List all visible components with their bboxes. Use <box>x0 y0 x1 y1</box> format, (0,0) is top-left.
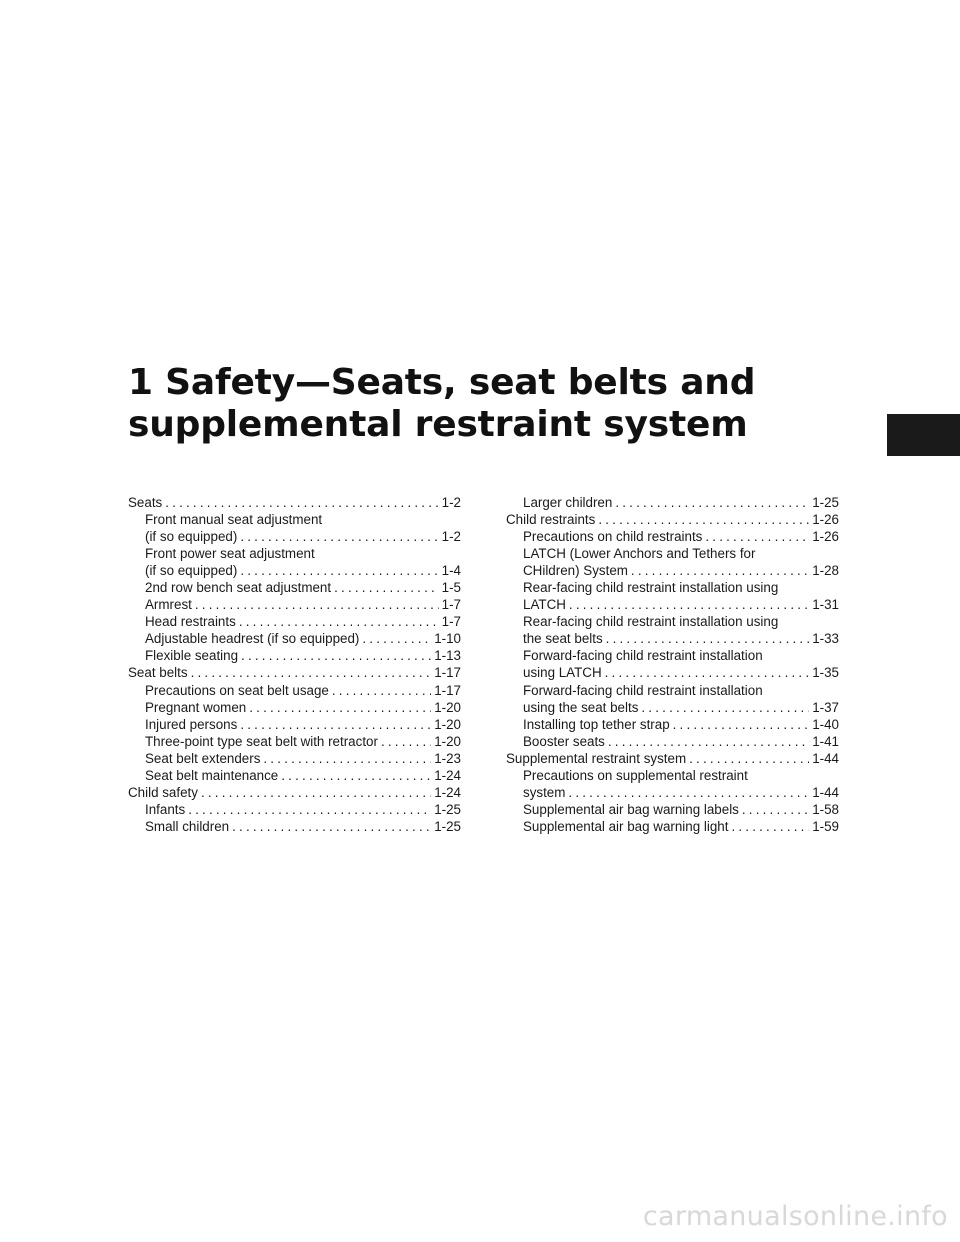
toc-page-number: 1-20 <box>434 716 461 732</box>
toc-entry-label-line: Front manual seat adjustment <box>145 512 323 528</box>
dot-leader <box>281 767 431 784</box>
dot-leader <box>569 596 809 613</box>
toc-entry-label-line: Precautions on supplemental restraint <box>523 767 748 783</box>
toc-entry-label: Seat belt extenders <box>145 750 261 766</box>
toc-entry[interactable] <box>506 750 839 767</box>
toc-entry-label: Supplemental restraint system <box>506 750 687 766</box>
toc-entry[interactable] <box>128 647 461 664</box>
toc-entry-label-line: Forward-facing child restraint installation <box>523 648 763 664</box>
dot-leader <box>165 494 438 511</box>
dot-leader <box>615 494 809 511</box>
dot-leader <box>195 596 439 613</box>
toc-entry[interactable] <box>506 613 839 647</box>
toc-column-left <box>128 494 461 835</box>
dot-leader <box>334 579 439 596</box>
toc-entry[interactable] <box>506 682 839 716</box>
dot-leader <box>689 750 809 767</box>
toc-entry-label: using the seat belts <box>523 699 639 715</box>
dot-leader <box>240 528 438 545</box>
toc-entry[interactable] <box>128 818 461 835</box>
toc-page-number: 1-25 <box>434 818 461 834</box>
toc-page-number: 1-7 <box>441 614 461 630</box>
toc-page-number: 1-25 <box>434 801 461 817</box>
toc-entry-label-line: Front power seat adjustment <box>145 546 315 562</box>
toc-page-number: 1-41 <box>812 733 839 749</box>
dot-leader <box>605 664 810 681</box>
dot-leader <box>239 613 439 630</box>
toc-entry-label: Small children <box>145 818 230 834</box>
toc-entry-label-line: Rear-facing child restraint installation using <box>523 614 779 630</box>
toc-entry-label: Supplemental air bag warning labels <box>523 801 739 817</box>
toc-page-number: 1-23 <box>434 750 461 766</box>
toc-entry[interactable] <box>506 545 839 579</box>
toc-entry[interactable] <box>506 801 839 818</box>
toc-page-number: 1-20 <box>434 699 461 715</box>
chapter-thumb-tab <box>887 414 960 456</box>
toc-entry[interactable] <box>506 767 839 801</box>
toc-page-number: 1-33 <box>812 631 839 647</box>
toc-entry[interactable] <box>128 767 461 784</box>
toc-page-number: 1-59 <box>812 818 839 834</box>
dot-leader <box>240 562 438 579</box>
dot-leader <box>631 562 809 579</box>
toc-column-right <box>506 494 839 835</box>
toc-entry[interactable] <box>128 579 461 596</box>
toc-entry-label: LATCH <box>523 597 566 613</box>
toc-entry[interactable] <box>128 801 461 818</box>
toc-entry-label: Booster seats <box>523 733 605 749</box>
toc-page-number: 1-2 <box>441 529 461 545</box>
toc-page-number: 1-4 <box>441 563 461 579</box>
toc-entry[interactable] <box>128 494 461 511</box>
toc-page-number: 1-28 <box>812 563 839 579</box>
toc-page-number: 1-20 <box>434 733 461 749</box>
toc-page-number: 1-26 <box>812 512 839 528</box>
toc-entry[interactable] <box>128 511 461 545</box>
toc-page-number: 1-26 <box>812 529 839 545</box>
toc-entry-label: Precautions on seat belt usage <box>145 682 329 698</box>
toc-entry-label: 2nd row bench seat adjustment <box>145 580 332 596</box>
toc-entry[interactable] <box>128 545 461 579</box>
toc-entry-label: Child restraints <box>506 512 596 528</box>
toc-page-number: 1-25 <box>812 495 839 510</box>
toc-entry[interactable] <box>128 733 461 750</box>
dot-leader <box>191 664 432 681</box>
toc-entry[interactable] <box>128 664 461 681</box>
toc-entry-label: the seat belts <box>523 631 603 647</box>
toc-entry[interactable] <box>128 784 461 801</box>
dot-leader <box>188 801 431 818</box>
toc-page-number: 1-58 <box>812 801 839 817</box>
toc-entry[interactable] <box>506 733 839 750</box>
toc-entry[interactable] <box>128 699 461 716</box>
toc-entry-label: Larger children <box>523 495 613 510</box>
toc-entry[interactable] <box>128 613 461 630</box>
chapter-title-line-1: 1 Safety—Seats, seat belts and <box>128 362 756 403</box>
dot-leader <box>568 784 809 801</box>
toc-page-number: 1-44 <box>812 750 839 766</box>
toc-entry-label: Three-point type seat belt with retractor <box>145 733 378 749</box>
toc-page-number: 1-35 <box>812 665 839 681</box>
toc-entry-label: Seat belt maintenance <box>145 767 279 783</box>
toc-entry-label: Installing top tether strap <box>523 716 670 732</box>
toc-entry-label: Injured persons <box>145 716 238 732</box>
chapter-title-line-2: supplemental restraint system <box>128 404 748 445</box>
toc-entry[interactable] <box>506 579 839 613</box>
toc-page-number: 1-31 <box>812 597 839 613</box>
toc-entry-label: Child safety <box>128 784 198 800</box>
dot-leader <box>201 784 431 801</box>
toc-entry-label: Precautions on child restraints <box>523 529 703 545</box>
toc-entry[interactable] <box>506 528 839 545</box>
watermark: carmanualsonline.info <box>642 1201 948 1232</box>
toc-entry[interactable] <box>128 630 461 647</box>
toc-entry-label: using LATCH <box>523 665 602 681</box>
toc-entry-label: Flexible seating <box>145 648 239 664</box>
toc-entry[interactable] <box>506 716 839 733</box>
dot-leader <box>641 699 809 716</box>
toc-page-number: 1-17 <box>434 682 461 698</box>
toc-entry[interactable] <box>128 596 461 613</box>
dot-leader <box>381 733 431 750</box>
dot-leader <box>673 716 810 733</box>
toc-entry[interactable] <box>128 750 461 767</box>
toc-entry-label: Supplemental air bag warning light <box>523 818 729 834</box>
dot-leader <box>241 647 431 664</box>
toc-page-number: 1-44 <box>812 784 839 800</box>
dot-leader <box>232 818 431 835</box>
dot-leader <box>332 682 431 699</box>
toc-entry-label: Adjustable headrest (if so equipped) <box>145 631 360 647</box>
toc-entry-label: Seat belts <box>128 665 188 681</box>
toc-page-number: 1-10 <box>434 631 461 647</box>
toc-page-number: 1-37 <box>812 699 839 715</box>
toc-page-number: 1-24 <box>434 784 461 800</box>
toc-entry-label: (if so equipped) <box>145 563 238 579</box>
dot-leader <box>598 511 809 528</box>
toc-entry-label: system <box>523 784 566 800</box>
toc-entry[interactable] <box>506 511 839 528</box>
toc-page-number: 1-7 <box>441 597 461 613</box>
toc-entry-label: Head restraints <box>145 614 236 630</box>
dot-leader <box>362 630 431 647</box>
toc-entry-label: (if so equipped) <box>145 529 238 545</box>
toc-entry-label-line: Rear-facing child restraint installation using <box>523 580 779 596</box>
toc-page-number: 1-24 <box>434 767 461 783</box>
dot-leader <box>240 716 431 733</box>
dot-leader <box>249 699 431 716</box>
toc-entry-label: Infants <box>145 801 186 817</box>
dot-leader <box>731 818 809 835</box>
dot-leader <box>606 630 810 647</box>
toc-page-number: 1-5 <box>441 580 461 596</box>
toc-entry[interactable] <box>506 818 839 835</box>
toc-page-number: 1-17 <box>434 665 461 681</box>
toc-entry[interactable] <box>128 716 461 733</box>
toc-entry-label: Armrest <box>145 597 192 613</box>
toc-entry[interactable] <box>128 682 461 699</box>
toc-entry-label: Pregnant women <box>145 699 247 715</box>
toc-entry-label: CHildren) System <box>523 563 628 579</box>
dot-leader <box>705 528 809 545</box>
toc-entry[interactable] <box>506 647 839 681</box>
dot-leader <box>742 801 809 818</box>
dot-leader <box>263 750 431 767</box>
toc-page-number: 1-13 <box>434 648 461 664</box>
toc-page-number: 1-40 <box>812 716 839 732</box>
toc-page-number: 1-2 <box>441 495 461 510</box>
toc-entry-label: Seats <box>128 495 163 510</box>
toc-entry-label-line: LATCH (Lower Anchors and Tethers for <box>523 546 756 562</box>
toc-entry[interactable] <box>506 494 839 511</box>
dot-leader <box>608 733 809 750</box>
toc-entry-label-line: Forward-facing child restraint installation <box>523 682 763 698</box>
chapter-title <box>128 362 848 446</box>
